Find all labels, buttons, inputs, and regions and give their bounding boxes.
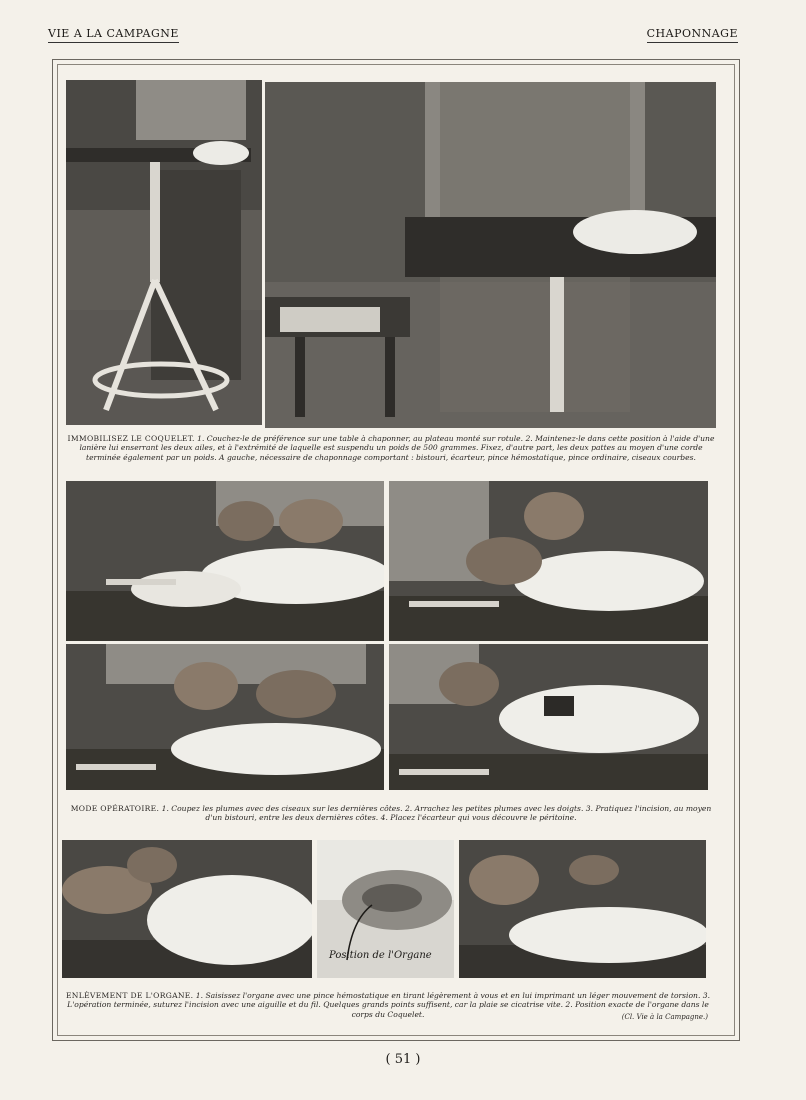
caption-immobilisez: IMMOBILISEZ LE COQUELET. 1. Couchez-le de préférence sur une table à chaponner, au plateau monté sur rotule. 2. Maintenez-le dans cette position à l'aide d'une lanière lui enserrant les deux ailes, et à l'extrémité de laquelle est suspendu un poids de 500 grammes. Fixez, d'autre part, les deux pattes au moyen d'une corde terminée également par un poids. A gauche, nécessaire de chaponnage comportant : bistouri, écarteur, pince hémostatique, pince ordinaire, ciseaux courbes. [67,434,715,462]
photo-incision [66,644,384,790]
running-header-left: VIE A LA CAMPAGNE [48,27,179,40]
running-header-right: CHAPONNAGE [647,27,738,40]
photo-credit: (Cl. Vie à la Campagne.) [621,1013,708,1021]
caption-mode-operatoire: MODE OPÉRATOIRE. 1. Coupez les plumes avec des ciseaux sur les dernières côtes. 2. Arrachez les petites plumes avec les doigts. 3. Pratiquez l'incision, au moyen d'un bistouri, entre les deux dernières côtes. 4. Placez l'écarteur qui vous découvre le péritoine. [70,804,712,823]
photo-grasp-organ [62,840,312,978]
photo-table-standing [66,80,262,425]
organ-position-label: Position de l'Organe [329,950,432,961]
photo-table-closeup-with-kit [265,82,716,428]
page-number: ( 51 ) [385,1052,421,1067]
photo-retractor [389,644,708,790]
caption-enlevement: ENLÈVEMENT DE L'ORGANE. 1. Saisissez l'organe avec une pince hémostatique en tirant légèrement à vous et en lui imprimant un léger mouvement de torsion. 3. L'opération terminée, suturez l'incision avec une aiguille et du fil. Quelques grands points suffisent, car la plaie se cicatrise vite. 2. Position exacte de l'organe dans le corps du Coquelet. [65,991,711,1019]
photo-pluck-feathers [389,481,708,641]
photo-cut-feathers [66,481,384,641]
photo-suture [459,840,706,978]
